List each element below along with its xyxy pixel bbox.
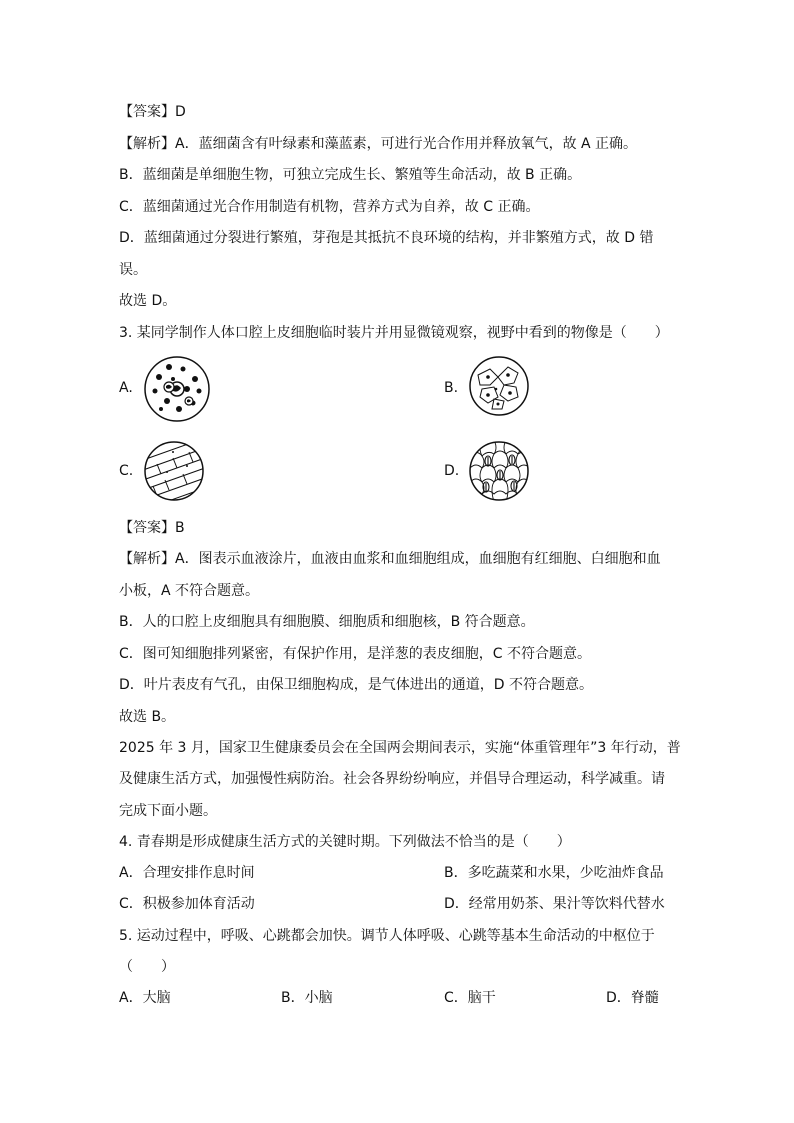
q2-analysis-line: D．蓝细菌通过分裂进行繁殖，芽孢是其抵抗不良环境的结构，并非繁殖方式，故 D 错 xyxy=(119,230,654,246)
q3-analysis-line: D．叶片表皮有气孔，由保卫细胞构成，是气体进出的通道，D 不符合题意。 xyxy=(119,677,594,693)
q3-option-c-label: C. xyxy=(119,463,134,479)
q5-option-d: D．脊髓 xyxy=(606,990,659,1006)
q4-stem: 4. 青春期是形成健康生活方式的关键时期。下列做法不恰当的是（ ） xyxy=(119,834,571,850)
leaf-epidermis-figure xyxy=(468,440,530,502)
onion-epidermis-figure xyxy=(143,440,205,502)
q3-analysis-line: 小板，A 不符合题意。 xyxy=(119,583,260,599)
blood-smear-figure xyxy=(143,355,211,423)
q3-answer: 【答案】B xyxy=(119,520,185,536)
oral-epithelial-figure xyxy=(468,355,530,417)
q4-option-a: A．合理安排作息时间 xyxy=(119,865,255,881)
q3-analysis-line: C．图可知细胞排列紧密，有保护作用，是洋葱的表皮细胞，C 不符合题意。 xyxy=(119,646,591,662)
q5-option-a: A．大脑 xyxy=(119,990,171,1006)
q3-analysis-line: B．人的口腔上皮细胞具有细胞膜、细胞质和细胞核，B 符合题意。 xyxy=(119,614,535,630)
q3-stem: 3. 某同学制作人体口腔上皮细胞临时装片并用显微镜观察，视野中看到的物像是（ ） xyxy=(119,325,669,341)
intro-line: 2025 年 3 月，国家卫生健康委员会在全国两会期间表示，实施“体重管理年”3 年行动，普 xyxy=(119,740,681,756)
q4-option-c: C．积极参加体育活动 xyxy=(119,896,255,912)
q3-option-b-label: B. xyxy=(444,380,459,396)
q2-analysis-line: C．蓝细菌通过光合作用制造有机物，营养方式为自养，故 C 正确。 xyxy=(119,199,540,215)
q5-stem-bracket: （ ） xyxy=(119,959,175,975)
q2-analysis-line: 【解析】A．蓝细菌含有叶绿素和藻蓝素，可进行光合作用并释放氧气，故 A 正确。 xyxy=(119,136,638,152)
q3-option-d-label: D. xyxy=(444,463,460,479)
q3-option-a-label: A. xyxy=(119,380,133,396)
q4-option-d: D．经常用奶茶、果汁等饮料代替水 xyxy=(444,896,665,912)
q3-conclusion: 故选 B。 xyxy=(119,709,176,725)
q5-option-c: C．脑干 xyxy=(444,990,496,1006)
q2-analysis-line: 误。 xyxy=(119,262,147,278)
q2-conclusion: 故选 D。 xyxy=(119,293,177,309)
intro-line: 完成下面小题。 xyxy=(119,803,217,819)
q2-analysis-line: B．蓝细菌是单细胞生物，可独立完成生长、繁殖等生命活动，故 B 正确。 xyxy=(119,167,582,183)
q5-stem: 5. 运动过程中，呼吸、心跳都会加快。调节人体呼吸、心跳等基本生命活动的中枢位于 xyxy=(119,928,655,944)
q4-option-b: B．多吃蔬菜和水果，少吃油炸食品 xyxy=(444,865,664,881)
q5-option-b: B．小脑 xyxy=(281,990,333,1006)
q3-analysis-line: 【解析】A．图表示血液涂片，血液由血浆和血细胞组成，血细胞有红细胞、白细胞和血 xyxy=(119,551,661,567)
intro-line: 及健康生活方式，加强慢性病防治。社会各界纷纷响应，并倡导合理运动，科学减重。请 xyxy=(119,771,665,787)
q2-answer: 【答案】D xyxy=(119,104,186,120)
